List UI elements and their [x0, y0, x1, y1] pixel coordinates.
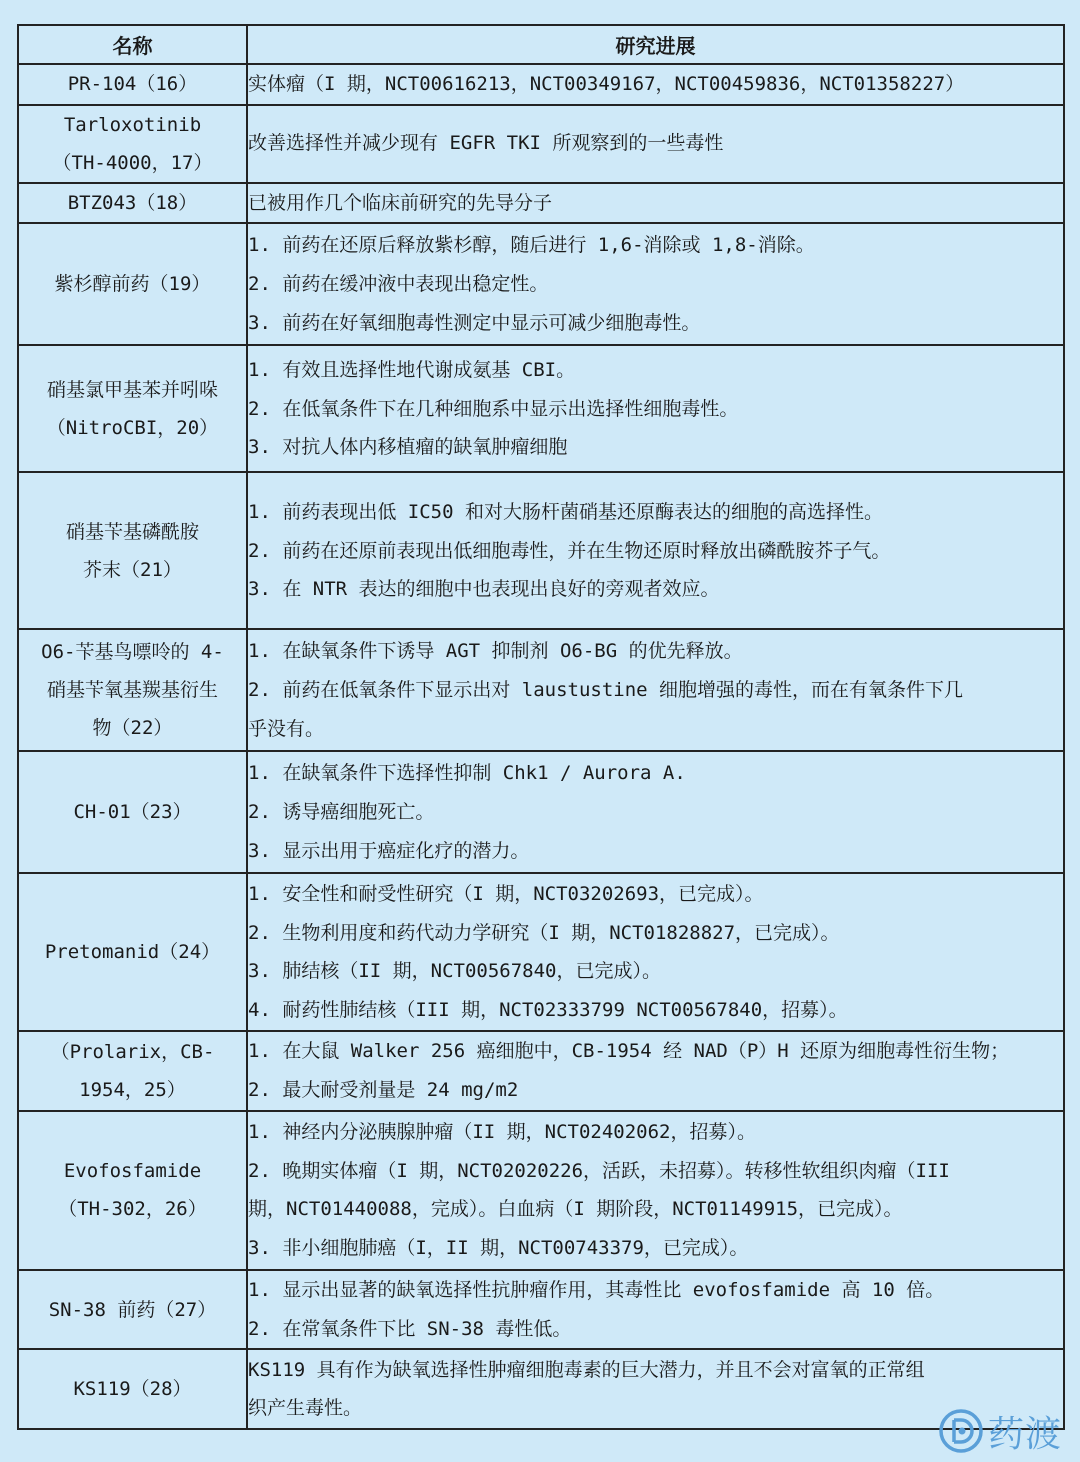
progress-line: 3. 在 NTR 表达的细胞中也表现出良好的旁观者效应。	[248, 578, 720, 601]
drug-name-line: BTZ043（18）	[67, 192, 198, 215]
table-row	[18, 629, 1064, 751]
progress-line: 织产生毒性。	[248, 1397, 363, 1420]
drug-name-cell	[18, 345, 247, 472]
progress-cell	[247, 1031, 1064, 1110]
progress-line: 2. 生物利用度和药代动力学研究（I 期，NCT01828827，已完成）。	[248, 921, 840, 944]
drug-name-line: PR-104（16）	[67, 73, 198, 96]
drug-name-line: 1954，25）	[79, 1079, 186, 1102]
progress-line: 1. 安全性和耐受性研究（I 期，NCT03202693，已完成）。	[248, 883, 764, 905]
table-row	[18, 1031, 1064, 1110]
drug-name-line: KS119（28）	[73, 1378, 192, 1401]
yaodu-logo-icon	[938, 1408, 984, 1454]
progress-line: 已被用作几个临床前研究的先导分子	[248, 191, 553, 214]
drug-name-cell	[18, 1111, 247, 1270]
progress-line: 1. 显示出显著的缺氧选择性抗肿瘤作用，其毒性比 evofosfamide 高 10 倍。	[248, 1278, 945, 1301]
drug-name-cell	[18, 1031, 247, 1110]
progress-line: KS119 具有作为缺氧选择性肿瘤细胞毒素的巨大潜力，并且不会对富氧的正常组	[248, 1358, 925, 1381]
progress-line: 2. 晚期实体瘤（I 期，NCT02020226，活跃，未招募）。转移性软组织肉瘤（III	[248, 1159, 950, 1182]
drug-name-line: （Prolarix，CB-	[50, 1041, 215, 1064]
drug-name-line: 硝基氯甲基苯并吲哚	[46, 378, 218, 401]
drug-name-line: 紫杉醇前药（19）	[54, 273, 211, 296]
drug-name-line: Pretomanid（24）	[44, 941, 221, 964]
progress-line: 2. 前药在缓冲液中表现出稳定性。	[248, 273, 549, 296]
drug-name-cell	[18, 223, 247, 345]
table-row	[18, 345, 1064, 472]
drug-name-line: （NitroCBI，20）	[46, 416, 219, 439]
progress-cell	[247, 472, 1064, 629]
progress-line: 2. 前药在低氧条件下显示出对 laustustine 细胞增强的毒性，而在有氧条件下几	[248, 679, 964, 702]
progress-line: 乎没有。	[248, 717, 325, 740]
table-header-row	[18, 25, 1064, 64]
progress-line: 改善选择性并减少现有 EGFR TKI 所观察到的一些毒性	[248, 132, 724, 155]
progress-line: 3. 非小细胞肺癌（I，II 期，NCT00743379，已完成）。	[248, 1237, 749, 1260]
progress-line: 3. 对抗人体内移植瘤的缺氧肿瘤细胞	[248, 436, 568, 459]
table-row	[18, 873, 1064, 1031]
progress-line: 2. 诱导癌细胞死亡。	[248, 801, 435, 824]
drug-name-cell	[18, 1270, 247, 1349]
header-progress: 研究进展	[247, 25, 1064, 64]
progress-line: 期，NCT01440088，完成）。白血病（I 期阶段，NCT01149915，已完成）。	[248, 1198, 903, 1221]
progress-cell	[247, 183, 1064, 224]
progress-line: 2. 在常氧条件下比 SN-38 毒性低。	[248, 1317, 572, 1340]
drug-name-line: Evofosfamide	[63, 1160, 202, 1183]
drug-name-line: CH-01（23）	[73, 801, 192, 824]
table-row	[18, 1349, 1064, 1429]
progress-cell	[247, 64, 1064, 105]
drug-name-line: 硝基苄基磷酰胺	[65, 520, 199, 543]
progress-cell	[247, 751, 1064, 873]
progress-line: 1. 神经内分泌胰腺肿瘤（II 期，NCT02402062，招募）。	[248, 1120, 756, 1143]
drug-name-cell	[18, 1349, 247, 1429]
progress-line: 1. 在缺氧条件下诱导 AGT 抑制剂 O6-BG 的优先释放。	[248, 640, 743, 663]
table-row	[18, 105, 1064, 183]
header-name: 名称	[18, 25, 247, 64]
progress-line: 2. 最大耐受剂量是 24 mg/m2	[248, 1079, 519, 1102]
drug-name-line: SN-38 前药（27）	[48, 1298, 217, 1321]
research-progress-table	[17, 24, 1065, 1430]
drug-name-cell	[18, 64, 247, 105]
table-row	[18, 223, 1064, 345]
drug-name-line: 硝基苄氧基羰基衍生	[46, 679, 218, 702]
drug-name-line: 芥末（21）	[83, 558, 182, 581]
drug-name-cell	[18, 472, 247, 629]
progress-line: 1. 在大鼠 Walker 256 癌细胞中，CB-1954 经 NAD（P）H 还原为细胞毒性衍生物；	[248, 1040, 1010, 1063]
progress-line: 1. 在缺氧条件下选择性抑制 Chk1 / Aurora A.	[248, 762, 686, 785]
drug-name-cell	[18, 751, 247, 873]
drug-name-cell	[18, 629, 247, 751]
progress-cell	[247, 873, 1064, 1031]
progress-line: 1. 前药在还原后释放紫杉醇，随后进行 1,6-消除或 1,8-消除。	[248, 234, 815, 257]
table-row	[18, 183, 1064, 224]
progress-line: 3. 显示出用于癌症化疗的潜力。	[248, 839, 530, 862]
progress-line: 3. 肺结核（II 期，NCT00567840，已完成）。	[248, 960, 661, 983]
drug-name-cell	[18, 105, 247, 183]
progress-cell	[247, 1111, 1064, 1270]
drug-name-line: Tarloxotinib	[63, 113, 202, 136]
drug-name-cell	[18, 183, 247, 224]
watermark-logo	[938, 1407, 1062, 1455]
drug-name-cell	[18, 873, 247, 1031]
progress-line: 3. 前药在好氧细胞毒性测定中显示可减少细胞毒性。	[248, 311, 701, 334]
progress-cell	[247, 1270, 1064, 1349]
progress-line: 2. 在低氧条件下在几种细胞系中显示出选择性细胞毒性。	[248, 397, 739, 420]
table-row	[18, 1270, 1064, 1349]
watermark-text: 药渡	[988, 1413, 1063, 1455]
table-body	[18, 64, 1064, 1429]
drug-name-line: O6-苄基鸟嘌呤的 4-	[41, 641, 224, 664]
drug-name-line: 物（22）	[92, 717, 173, 740]
drug-name-line: （TH-302，26）	[58, 1198, 207, 1221]
progress-cell	[247, 345, 1064, 472]
progress-line: 4. 耐药性肺结核（III 期，NCT02333799 NCT00567840，招募）。	[248, 999, 848, 1022]
progress-cell	[247, 105, 1064, 183]
table-row	[18, 64, 1064, 105]
table-row	[18, 751, 1064, 873]
table-row	[18, 472, 1064, 629]
table-row	[18, 1111, 1064, 1270]
progress-line: 1. 前药表现出低 IC50 和对大肠杆菌硝基还原酶表达的细胞的高选择性。	[248, 500, 883, 523]
progress-line: 1. 有效且选择性地代谢成氨基 CBI。	[248, 358, 576, 381]
progress-cell	[247, 629, 1064, 751]
drug-name-line: （TH-4000，17）	[52, 151, 213, 174]
progress-cell	[247, 223, 1064, 345]
progress-line: 2. 前药在还原前表现出低细胞毒性，并在生物还原时释放出磷酰胺芥子气。	[248, 539, 891, 562]
progress-line: 实体瘤（I 期，NCT00616213，NCT00349167，NCT00459836，NCT01358227）	[248, 73, 965, 95]
